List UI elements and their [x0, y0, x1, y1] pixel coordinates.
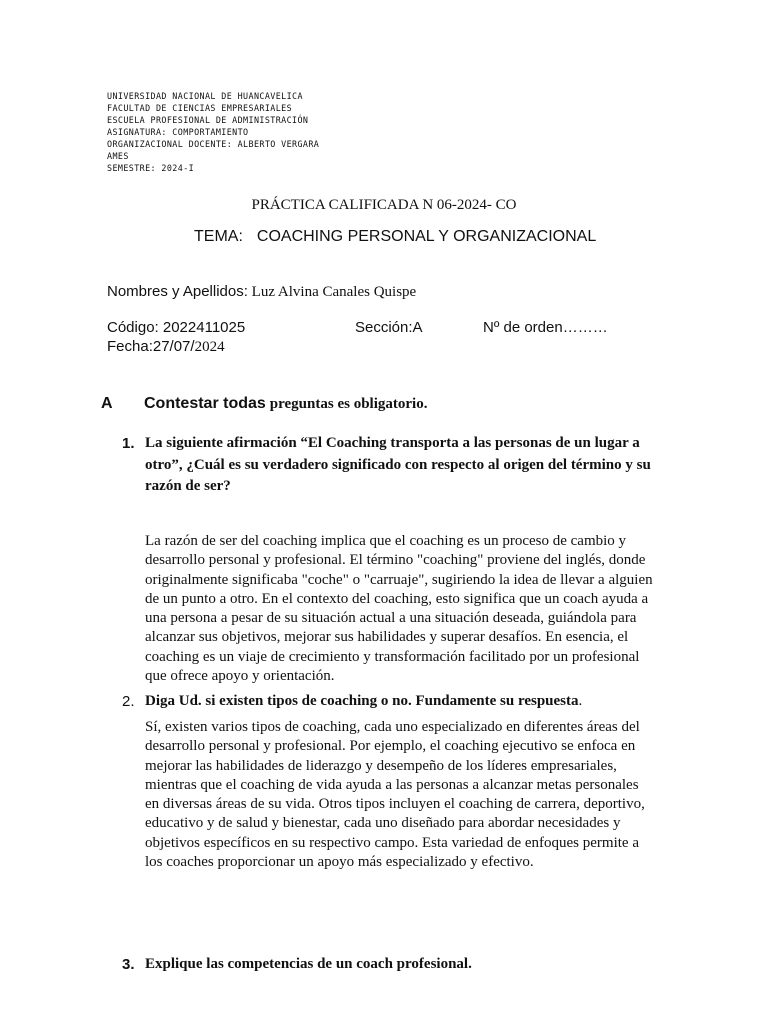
- answer-1-line: alcanzar sus objetivos, mejorar sus habilidades y superar desafíos. En esencia, el: [145, 629, 629, 646]
- answer-2-line: desarrollo personal y profesional. Por ejemplo, el coaching ejecutivo se enfoca en: [145, 738, 636, 755]
- name-label: Nombres y Apellidos:: [107, 283, 248, 300]
- answer-1-line: La razón de ser del coaching implica que el coaching es un proceso de cambio y: [145, 533, 627, 549]
- header-school: ESCUELA PROFESIONAL DE ADMINISTRACIÓN: [107, 115, 309, 125]
- section-field: [355, 319, 423, 336]
- date-value-a: 27/07/: [152, 338, 195, 355]
- order-field: Nº de orden………: [483, 319, 608, 336]
- section-value: A: [412, 319, 423, 336]
- code-label: Código:: [107, 319, 159, 336]
- question-3-number: 3.: [122, 956, 135, 973]
- page-title: PRÁCTICA CALIFICADA N 06-2024- CO: [251, 197, 517, 213]
- answer-2-line: mejorar las habilidades de liderazgo y desempeño de los líderes empresariales,: [145, 757, 617, 774]
- answer-1-line: desarrollo personal y profesional. El término "coaching" proviene del inglés, donde: [145, 552, 646, 569]
- header-university: UNIVERSIDAD NACIONAL DE HUANCAVELICA: [107, 91, 303, 101]
- topic-value: COACHING PERSONAL Y ORGANIZACIONAL: [256, 228, 597, 245]
- header-semester: SEMESTRE: 2024-I: [107, 163, 195, 173]
- answer-1: [145, 532, 653, 686]
- answer-2-line: educativo y de salud y bienestar, cada uno diseñado para abordar necesidades y: [145, 815, 621, 832]
- header-teacher-cont: AMES: [107, 151, 129, 161]
- answer-2-line: los coaches proporcionar un apoyo más especializado y efectivo.: [145, 854, 534, 871]
- date-value-b: 2024: [194, 339, 225, 355]
- question-2-text: [145, 693, 582, 710]
- header-faculty: FACULTAD DE CIENCIAS EMPRESARIALES: [107, 103, 293, 113]
- topic-label: TEMA:: [194, 228, 243, 245]
- code-field: [107, 319, 245, 336]
- answer-2-line: mientras que el coaching de vida ayuda a las personas a alcanzar metas personales: [145, 776, 639, 793]
- section-heading-b: preguntas es obligatorio.: [269, 396, 428, 412]
- section-letter: A: [101, 395, 113, 412]
- code-value: 2022411025: [162, 319, 246, 336]
- header-subject: ASIGNATURA: COMPORTAMIENTO: [107, 127, 249, 137]
- section-label: Sección:: [355, 319, 413, 336]
- question-1-line: razón de ser?: [145, 478, 231, 494]
- answer-1-line: que ofrece apoyo y orientación.: [145, 668, 335, 685]
- answer-1-line: originalmente significaba "coche" o "carruaje", sugiriendo la idea de llevar a alguien: [145, 571, 653, 588]
- answer-2-line: objetivos específicos en su respectivo campo. Esta variedad de enfoques permite a: [145, 834, 639, 851]
- question-2-number: 2.: [122, 693, 135, 710]
- question-1-text: [145, 433, 651, 498]
- date-label: Fecha:: [107, 338, 153, 355]
- question-1-line: otro”, ¿Cuál es su verdadero significado con respecto al origen del término y su: [145, 456, 651, 473]
- section-heading-a: Contestar todas: [144, 395, 266, 412]
- question-1-line: La siguiente afirmación “El Coaching transporta a las personas de un lugar a: [145, 435, 640, 451]
- name-value: Luz Alvina Canales Quispe: [251, 284, 417, 300]
- topic-line: [194, 228, 596, 246]
- question-3-text: Explique las competencias de un coach profesional.: [145, 956, 472, 972]
- institution-header: [107, 90, 319, 174]
- question-1-number: 1.: [122, 435, 135, 452]
- question-2-suffix: .: [578, 693, 583, 709]
- answer-1-line: coaching es un viaje de crecimiento y transformación facilitado por un profesional: [145, 648, 640, 665]
- answer-2-line: Sí, existen varios tipos de coaching, cada uno especializado en diferentes áreas del: [145, 719, 640, 735]
- answer-1-line: de un punto a otro. En el contexto del coaching, esto significa que un coach ayuda a: [145, 590, 649, 607]
- answer-2: [145, 718, 645, 872]
- section-heading: [144, 395, 427, 413]
- header-teacher: ORGANIZACIONAL DOCENTE: ALBERTO VERGARA: [107, 139, 320, 149]
- date-field: [107, 338, 225, 356]
- answer-1-line: una persona a pesar de su situación actual a una situación deseada, guiándola para: [145, 610, 637, 627]
- answer-2-line: en diversas áreas de su vida. Otros tipos incluyen el coaching de carrera, deportivo,: [145, 796, 645, 813]
- question-2-line: Diga Ud. si existen tipos de coaching o no. Fundamente su respuesta: [145, 693, 579, 709]
- student-name-line: [107, 283, 416, 301]
